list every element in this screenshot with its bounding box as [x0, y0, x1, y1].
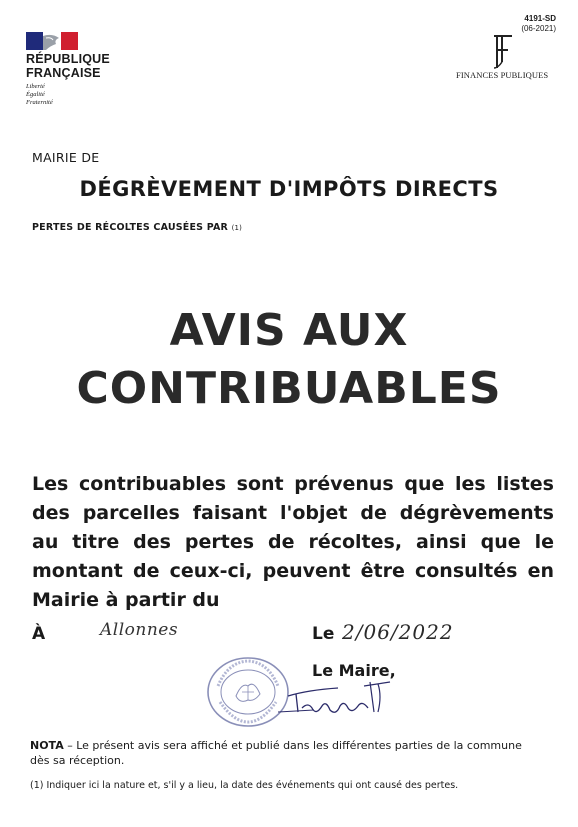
motto-egalite: Égalité — [26, 91, 45, 98]
a-label: À — [32, 624, 46, 644]
nota-label: NOTA — [30, 739, 64, 752]
finances-publiques-logo-icon — [488, 32, 518, 72]
commune-handwritten: Allonnes — [100, 620, 179, 640]
form-version: (06-2021) — [521, 24, 556, 33]
avis-heading — [0, 302, 578, 418]
francaise-line: FRANÇAISE — [26, 66, 101, 80]
mayor-signature-icon — [278, 672, 408, 728]
pertes-label — [32, 222, 242, 233]
date-handwritten: 2/06/2022 — [342, 620, 454, 644]
pertes-text: PERTES DE RÉCOLTES CAUSÉES PAR — [32, 222, 229, 233]
avis-line-1: AVIS AUX — [169, 305, 409, 356]
marianne-logo-icon — [26, 32, 78, 50]
nota-note — [30, 738, 540, 768]
avis-line-2: CONTRIBUABLES — [76, 363, 502, 414]
motto-fraternite: Fraternité — [26, 99, 53, 106]
le-maire-label: Le Maire, — [312, 661, 396, 680]
form-code — [521, 14, 556, 34]
notice-body: Les contribuables sont prévenus que les listes des parcelles faisant l'objet de dégrèvements au titre des pertes de récoltes, ainsi que le montant de ceux-ci, peuvent être consultés en Mairie à partir du — [32, 473, 554, 611]
republic-motto — [26, 83, 53, 107]
nota-text: – Le présent avis sera affiché et publié dans les différentes parties de la commune dès sa réception. — [30, 739, 522, 767]
le-label: Le — [312, 624, 335, 644]
motto-liberte: Liberté — [26, 83, 45, 90]
document-title: DÉGRÈVEMENT D'IMPÔTS DIRECTS — [79, 177, 499, 201]
finances-publiques-label: FINANCES PUBLIQUES — [456, 70, 549, 80]
republique-francaise-title — [26, 52, 110, 80]
republique-line: RÉPUBLIQUE — [26, 52, 110, 66]
footnote: (1) Indiquer ici la nature et, s'il y a lieu, la date des événements qui ont causé des pertes. — [30, 780, 459, 791]
mairie-de-label: MAIRIE DE — [32, 150, 100, 165]
form-number: 4191-SD — [524, 14, 556, 23]
pertes-footnote-ref: (1) — [231, 224, 243, 232]
